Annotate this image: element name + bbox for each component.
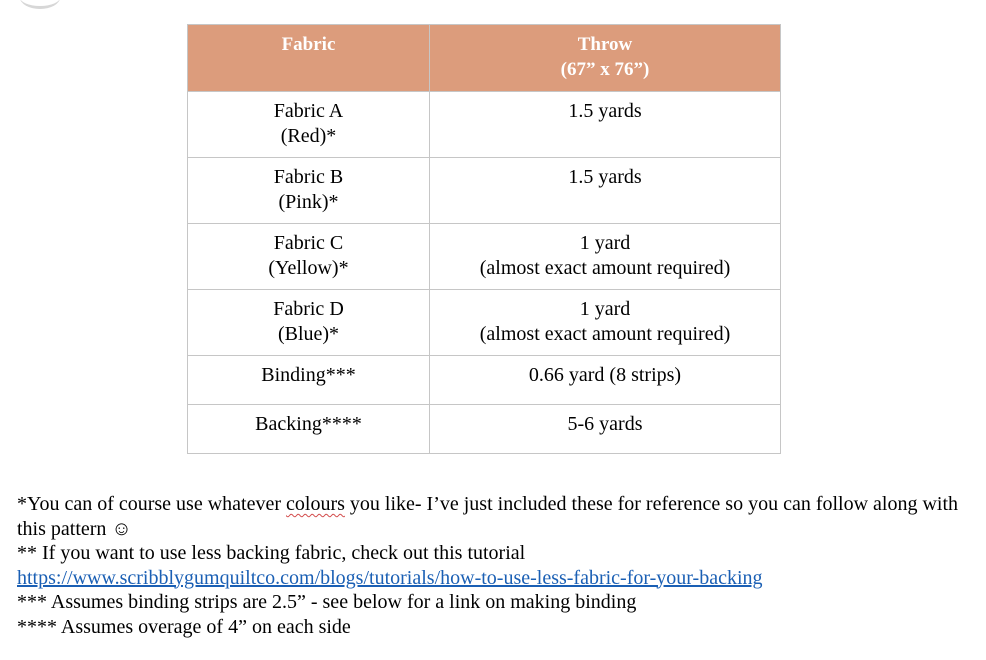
fabric-cell: [188, 158, 430, 224]
amount-value: 0.66 yard (8 strips): [528, 364, 682, 386]
footnote-binding: *** Assumes binding strips are 2.5” - see below for a link on making binding: [17, 591, 637, 613]
table-row: [188, 290, 781, 356]
spellcheck-word: colours: [286, 493, 345, 515]
fabric-name: Binding***: [261, 364, 356, 386]
amount-cell: [430, 356, 781, 405]
footnote-link-line: [17, 566, 977, 591]
amount-value: 5-6 yards: [567, 413, 643, 435]
fabric-note: (Yellow)*: [268, 257, 349, 279]
fabric-name: Backing****: [255, 413, 362, 435]
table-row: [188, 158, 781, 224]
footnotes: [17, 492, 977, 639]
tutorial-link[interactable]: https://www.scribblygumquiltco.com/blogs/tutorials/how-to-use-less-fabric-for-your-backing: [17, 566, 763, 589]
amount-cell: [430, 158, 781, 224]
amount-cell: [430, 224, 781, 290]
table-row: [188, 405, 781, 454]
amount-cell: [430, 290, 781, 356]
header-throw: [430, 25, 781, 92]
fabric-requirements-table: [187, 24, 781, 454]
fabric-cell: [188, 290, 430, 356]
table-header-row: [188, 25, 781, 92]
amount-value: 1 yard: [579, 232, 631, 254]
amount-cell: [430, 405, 781, 454]
footnote-overage: **** Assumes overage of 4” on each side: [17, 615, 351, 638]
footnote-colours: *You can of course use whatever colours you like- I’ve just included these for reference so you can follow along with this pattern ☺: [17, 493, 959, 540]
corner-artifact: [20, 0, 60, 9]
amount-value: 1.5 yards: [568, 100, 642, 122]
fabric-cell: [188, 224, 430, 290]
fabric-name: Fabric D: [273, 298, 344, 320]
header-throw-size: (67” x 76”): [560, 59, 650, 80]
fabric-cell: [188, 405, 430, 454]
table-row: [188, 224, 781, 290]
fabric-name: Fabric B: [273, 166, 344, 188]
header-fabric: Fabric: [188, 25, 430, 92]
table-row: [188, 356, 781, 405]
amount-value: 1 yard: [579, 298, 631, 320]
fabric-note: (Pink)*: [278, 191, 339, 213]
amount-detail: (almost exact amount required): [479, 257, 731, 279]
fabric-name: Fabric A: [273, 100, 344, 122]
table-row: [188, 92, 781, 158]
fabric-name: Fabric C: [273, 232, 344, 254]
fabric-cell: [188, 356, 430, 405]
amount-detail: (almost exact amount required): [479, 323, 731, 345]
amount-value: 1.5 yards: [568, 166, 642, 188]
header-throw-label: Throw: [577, 34, 633, 55]
amount-cell: [430, 92, 781, 158]
fabric-cell: [188, 92, 430, 158]
fabric-note: (Blue)*: [277, 323, 340, 345]
fabric-note: (Red)*: [280, 125, 337, 147]
footnote-backing: ** If you want to use less backing fabric, check out this tutorial: [17, 542, 526, 564]
